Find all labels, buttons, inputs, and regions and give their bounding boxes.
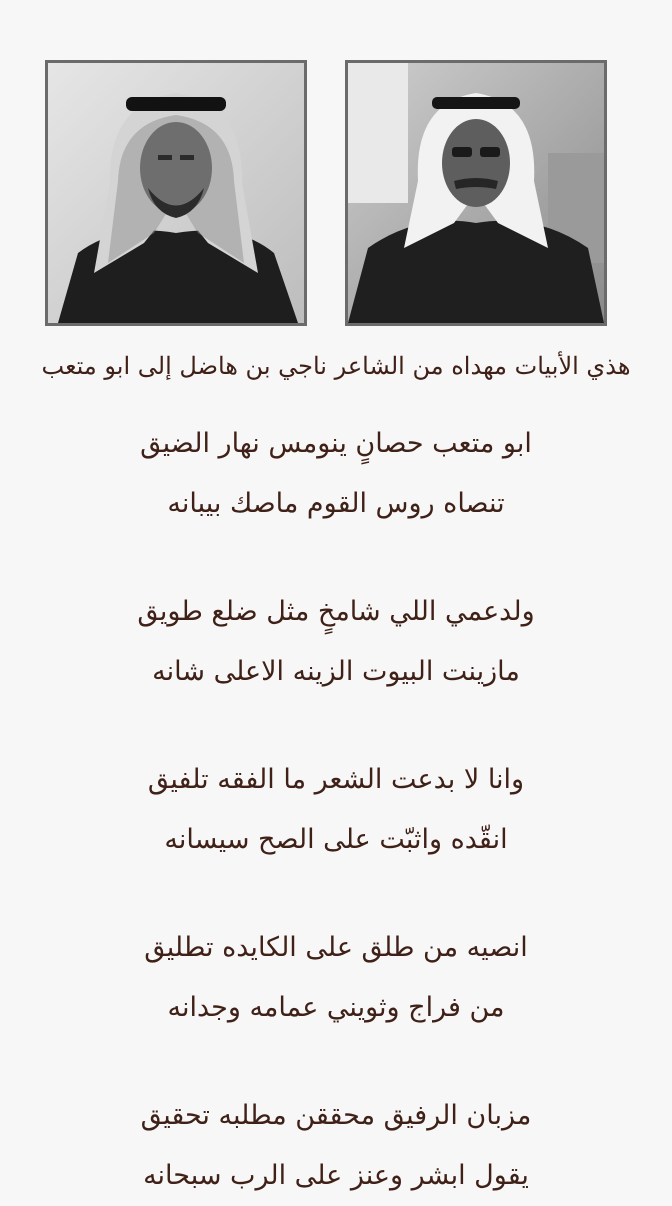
verse-line: يقول ابشر وعنز على الرب سبحانه [143, 1160, 529, 1191]
verse-line: ابو متعب حصانٍ ينومس نهار الضيق [140, 428, 532, 459]
stanza-1 [0, 414, 672, 534]
verse-line: انقّده واثبّت على الصح سيسانه [164, 824, 508, 855]
verse-line: من فراج وثويني عمامه وجدانه [167, 992, 505, 1023]
verse-line: وانا لا بدعت الشعر ما الفقه تلفيق [147, 764, 525, 795]
verse-line: ولدعمي اللي شامخٍ مثل ضلع طويق [137, 596, 535, 627]
dedication-line: هذي الأبيات مهداه من الشاعر ناجي بن هاضل إلى ابو متعب [41, 352, 631, 380]
stanza-3 [0, 750, 672, 870]
stanza-5 [0, 1086, 672, 1206]
portrait-photo-left [45, 60, 307, 326]
poem-text [0, 330, 672, 1206]
verse-line: مازينت البيوت الزينه الاعلى شانه [152, 656, 520, 687]
verse-line: تنصاه روس القوم ماصك بيبانه [167, 488, 505, 519]
stanza-2 [0, 582, 672, 702]
stanza-4 [0, 918, 672, 1038]
portrait-photo-icon [48, 63, 304, 323]
portrait-photo-right [345, 60, 607, 326]
verse-line: مزبان الرفيق محققن مطلبه تحقيق [140, 1100, 532, 1131]
portrait-photo-icon [348, 63, 604, 323]
verse-line: انصيه من طلق على الكايده تطليق [144, 932, 528, 963]
